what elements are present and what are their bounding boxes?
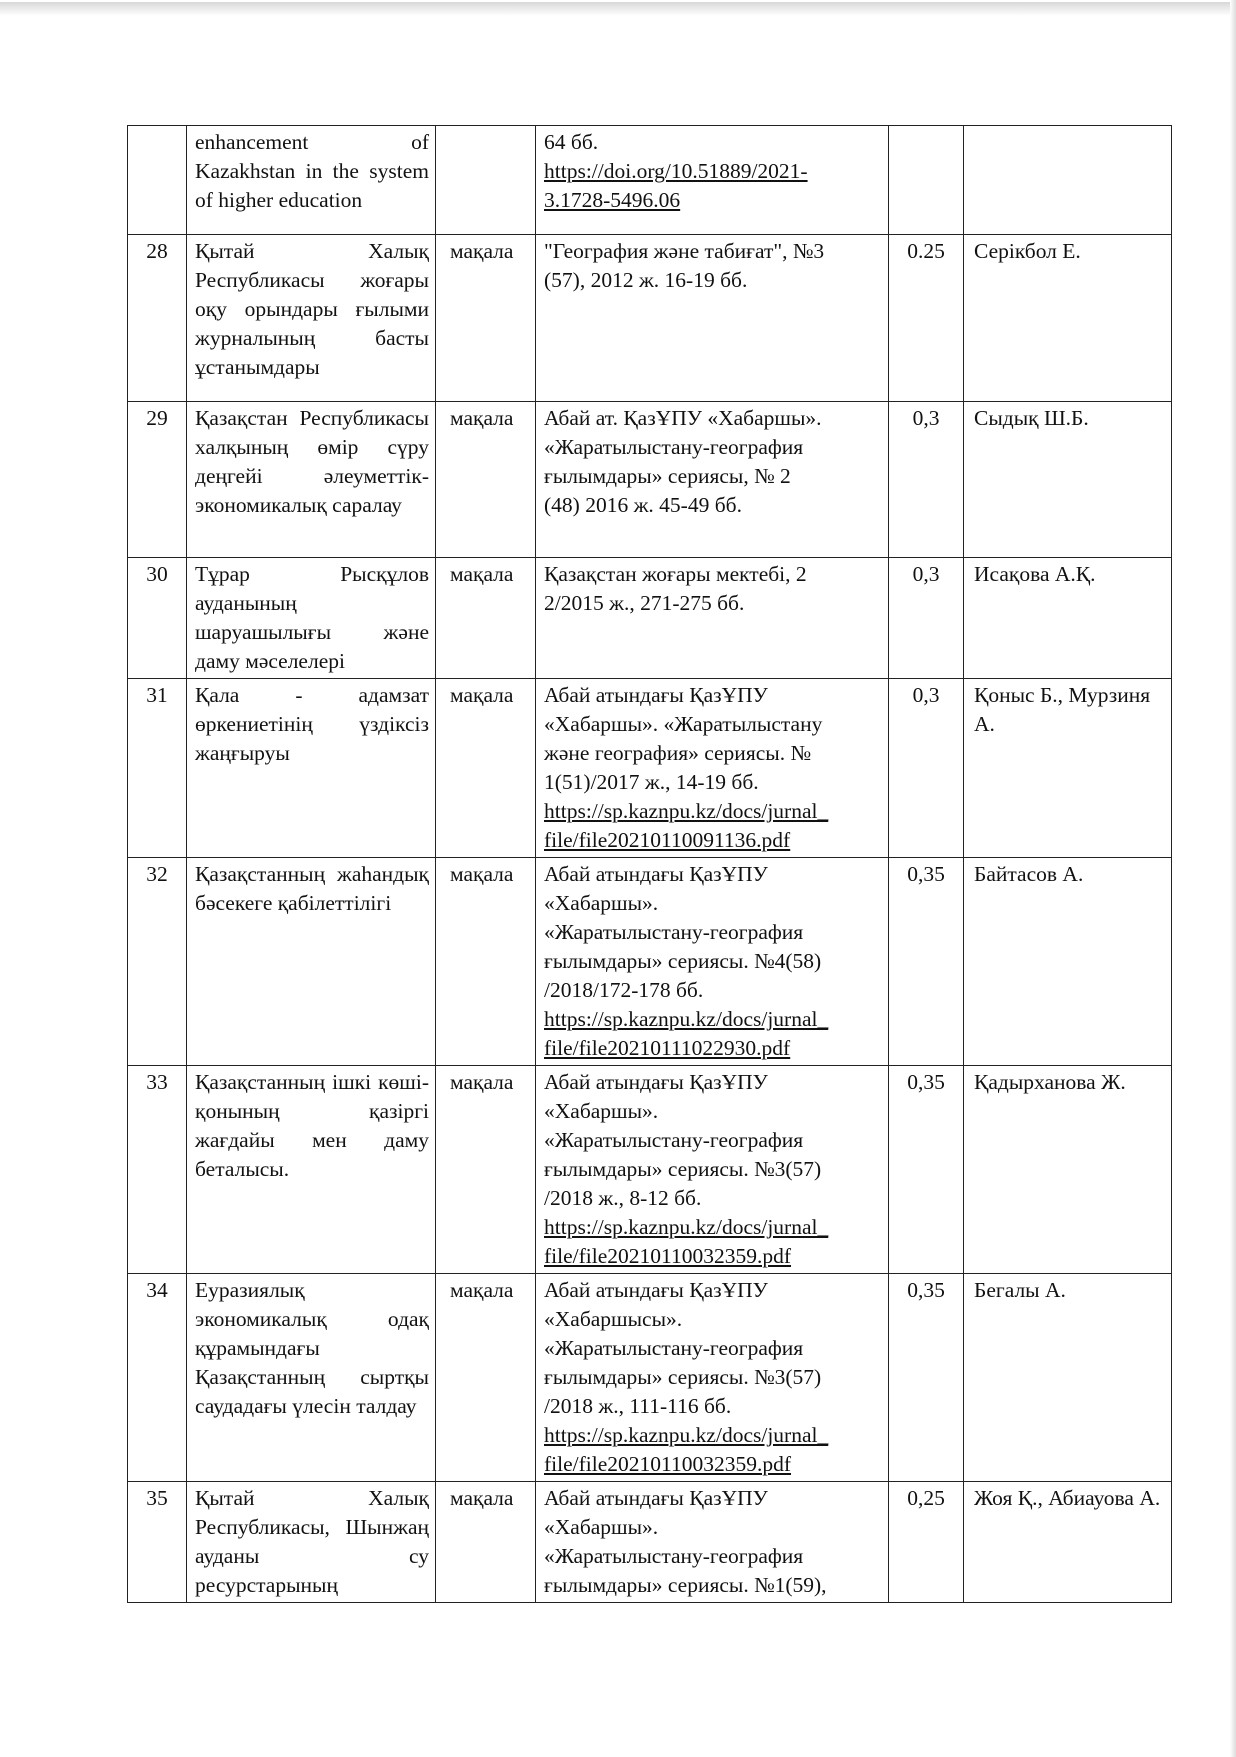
publication-title: Қазақстанның ішкі көші-қонының қазіргі жағдайы мен даму беталысы. (187, 1066, 436, 1274)
publication-title: Еуразиялық экономикалық одақ құрамындағы Қазақстанның сыртқы саудадағы үлесін талдау (187, 1274, 436, 1482)
publication-type: мақала (436, 679, 536, 858)
publication-type: мақала (436, 1066, 536, 1274)
source-line: /2018/172-178 бб. (544, 978, 704, 1002)
volume-pages: 0,3 (889, 679, 964, 858)
source-line: ғылымдары» сериясы. №4(58) (544, 949, 822, 973)
publication-type: мақала (436, 402, 536, 558)
source-line: 2/2015 ж., 271-275 бб. (544, 591, 745, 615)
scan-right-edge (1230, 0, 1236, 1757)
row-number: 34 (128, 1274, 187, 1482)
source-line: Абай атындағы ҚазҰПУ (544, 1070, 768, 1094)
publication-title: Қытай Халық Республикасы жоғары оқу орындары ғылыми журналының басты ұстанымдары (187, 235, 436, 402)
table-row (128, 1274, 1172, 1482)
row-number: 31 (128, 679, 187, 858)
table-row (128, 235, 1172, 402)
publication-title: enhancement of Kazakhstan in the system of higher education (187, 126, 436, 235)
coauthors: Исақова А.Қ. (964, 558, 1172, 679)
publication-type: мақала (436, 1482, 536, 1603)
row-number: 29 (128, 402, 187, 558)
source-line: 64 бб. (544, 130, 599, 154)
source-line: «Жаратылыстану-география (544, 1128, 804, 1152)
source-line: ғылымдары» сериясы. №3(57) (544, 1365, 822, 1389)
source-line: және география» сериясы. № (544, 741, 811, 765)
source-line: "География және табиғат", №3 (544, 239, 825, 263)
publication-source (536, 1274, 889, 1482)
source-link[interactable]: https://sp.kaznpu.kz/docs/jurnal_ (544, 799, 829, 823)
source-link[interactable]: https://sp.kaznpu.kz/docs/jurnal_ (544, 1215, 829, 1239)
source-line: «Хабаршысы». (544, 1307, 683, 1331)
table-row (128, 1482, 1172, 1603)
publication-title: Қазақстан Республикасы халқының өмір сүру деңгейі әлеуметтік-экономикалық саралау (187, 402, 436, 558)
source-line: ғылымдары» сериясы. №3(57) (544, 1157, 822, 1181)
source-link[interactable]: file/file20210110032359.pdf (544, 1244, 792, 1268)
row-number (128, 126, 187, 235)
publication-source (536, 558, 889, 679)
publication-source (536, 235, 889, 402)
publication-source (536, 858, 889, 1066)
publications-table-body (128, 126, 1172, 1603)
source-link[interactable]: https://doi.org/10.51889/2021- (544, 159, 808, 183)
source-link[interactable]: file/file20210110032359.pdf (544, 1452, 792, 1476)
source-line: «Хабаршы». (544, 891, 659, 915)
source-line: Абай атындағы ҚазҰПУ (544, 1486, 768, 1510)
coauthors: Серікбол Е. (964, 235, 1172, 402)
row-number: 35 (128, 1482, 187, 1603)
coauthors: Қоныс Б., Мурзиня А. (964, 679, 1172, 858)
source-line: Абай атындағы ҚазҰПУ (544, 683, 768, 707)
source-link[interactable]: file/file20210111022930.pdf (544, 1036, 791, 1060)
source-line: «Жаратылыстану-география (544, 1336, 804, 1360)
volume-pages: 0,35 (889, 858, 964, 1066)
publication-type: мақала (436, 1274, 536, 1482)
source-line: «Жаратылыстану-география (544, 920, 804, 944)
volume-pages (889, 126, 964, 235)
coauthors: Жоя Қ., Абиауова А. (964, 1482, 1172, 1603)
source-line: Абай ат. ҚазҰПУ «Хабаршы». (544, 406, 822, 430)
table-row (128, 679, 1172, 858)
source-line: «Хабаршы». (544, 1099, 659, 1123)
source-line: «Хабаршы». «Жаратылыстану (544, 712, 823, 736)
publication-type (436, 126, 536, 235)
table-row (128, 1066, 1172, 1274)
volume-pages: 0,3 (889, 402, 964, 558)
row-number: 33 (128, 1066, 187, 1274)
source-line: Абай атындағы ҚазҰПУ (544, 862, 768, 886)
volume-pages: 0,3 (889, 558, 964, 679)
row-number: 30 (128, 558, 187, 679)
publication-type: мақала (436, 558, 536, 679)
coauthors: Сыдық Ш.Б. (964, 402, 1172, 558)
table-row (128, 402, 1172, 558)
publication-type: мақала (436, 858, 536, 1066)
source-line: (57), 2012 ж. 16-19 бб. (544, 268, 748, 292)
publication-type: мақала (436, 235, 536, 402)
source-line: Абай атындағы ҚазҰПУ (544, 1278, 768, 1302)
source-link[interactable]: file/file20210110091136.pdf (544, 828, 791, 852)
volume-pages: 0.25 (889, 235, 964, 402)
source-line: /2018 ж., 111-116 бб. (544, 1394, 732, 1418)
source-link[interactable]: https://sp.kaznpu.kz/docs/jurnal_ (544, 1007, 829, 1031)
publication-source (536, 1482, 889, 1603)
source-line: (48) 2016 ж. 45-49 бб. (544, 493, 742, 517)
row-number: 32 (128, 858, 187, 1066)
publication-source (536, 402, 889, 558)
row-number: 28 (128, 235, 187, 402)
table-row (128, 858, 1172, 1066)
publication-source (536, 679, 889, 858)
coauthors: Бегалы А. (964, 1274, 1172, 1482)
publication-source (536, 126, 889, 235)
source-line: «Хабаршы». (544, 1515, 659, 1539)
source-line: ғылымдары» сериясы. №1(59), (544, 1573, 827, 1597)
publication-title: Тұрар Рысқұлов ауданының шаруашылығы және даму мәселелері (187, 558, 436, 679)
publication-source (536, 1066, 889, 1274)
source-link[interactable]: https://sp.kaznpu.kz/docs/jurnal_ (544, 1423, 829, 1447)
source-line: Қазақстан жоғары мектебі, 2 (544, 562, 807, 586)
publications-table (127, 125, 1172, 1603)
volume-pages: 0,35 (889, 1274, 964, 1482)
table-row (128, 126, 1172, 235)
publication-title: Қазақстанның жаһандық бәсекеге қабілеттілігі (187, 858, 436, 1066)
coauthors (964, 126, 1172, 235)
volume-pages: 0,25 (889, 1482, 964, 1603)
publication-title: Қала - адамзат өркениетінің үздіксіз жаңғыруы (187, 679, 436, 858)
scan-top-edge (0, 2, 1236, 16)
volume-pages: 0,35 (889, 1066, 964, 1274)
table-row (128, 558, 1172, 679)
coauthors: Байтасов А. (964, 858, 1172, 1066)
source-line: /2018 ж., 8-12 бб. (544, 1186, 702, 1210)
source-link[interactable]: 3.1728-5496.06 (544, 188, 681, 212)
source-line: «Жаратылыстану-география (544, 1544, 804, 1568)
source-line: 1(51)/2017 ж., 14-19 бб. (544, 770, 759, 794)
publication-title: Қытай Халық Республикасы, Шынжаң ауданы су ресурстарының (187, 1482, 436, 1603)
source-line: «Жаратылыстану-география (544, 435, 804, 459)
source-line: ғылымдары» сериясы, № 2 (544, 464, 791, 488)
coauthors: Қадырханова Ж. (964, 1066, 1172, 1274)
